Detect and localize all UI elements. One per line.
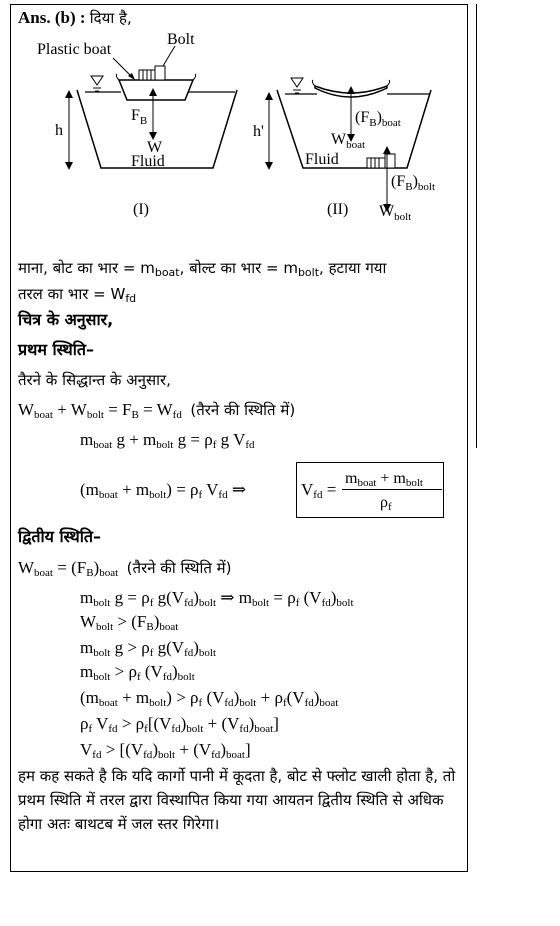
fb-label: $F_B$ (131, 107, 148, 127)
equation-s7: $\rho_f$ $V_{fd} > \rho_f[(V_{fd})_{bolt} + (V_{fd})_{boat}]$ (80, 714, 279, 735)
w-boat-label: $W_{boat}$ (331, 131, 366, 151)
fb-bolt-label: $(F_B)_{bolt}$ (391, 173, 436, 193)
fluid-label-1: Fluid (131, 153, 165, 170)
box-numerator: $m_{boat} + m_{bolt}$ (345, 470, 423, 489)
floating-principle-text: तैरने के सिद्धान्त के अनुसार, (18, 371, 171, 389)
box-lhs: $V_{fd}$ = (301, 480, 337, 501)
page-divider (476, 4, 477, 448)
answer-heading (18, 8, 132, 28)
conclusion-paragraph: हम कह सकते है कि यदि कार्गो पानी में कूदता है, बोट से फ्लोट खाली होता है, तो प्रथम स्थिति में तरल द्वारा विस्थापित किया गया आयतन द्वितीय स्थिति से अधिक होगा अतः बाथटब में जल स्तर गिरेगा। (18, 767, 456, 833)
case-2-label: (II) (327, 201, 349, 218)
equation-s8: $V_{fd} > [(V_{fd})_{bolt} + (V_{fd})_{boat}]$ (80, 740, 251, 761)
height-h-prime-label: h' (253, 123, 264, 140)
given-label: दिया है, (89, 9, 132, 27)
equation-2: $m_{boat}$ $g + m_{bolt}$ $g = \rho_f$ g $V_{fd}$ (80, 430, 255, 451)
fraction-bar (342, 489, 442, 490)
equation-1: $W_{boat} + W_{bolt} = F_B = W_{fd}$ (तैरने की स्थिति में) (18, 400, 296, 421)
equation-s3: $W_{bolt} > (F_B)_{boat}$ (80, 612, 179, 633)
equation-s6: $(m_{boat} + m_{bolt}) > \rho_f$ $(V_{fd})_{bolt} + \rho_f(V_{fd})_{boat}$ (80, 688, 339, 709)
equation-s1: $W_{boat} = (F_B)_{boat}$ (तैरने की स्थिति में) (18, 558, 232, 579)
equation-s4: $m_{bolt}$ $g > \rho_f$ $g(V_{fd})_{bolt}$ (80, 638, 217, 659)
second-case-heading: द्वितीय स्थिति– (18, 527, 101, 546)
boat-bolt-diagram (15, 30, 455, 230)
tank-1 (37, 31, 237, 218)
case-1-label: (I) (133, 201, 149, 218)
fb-boat-label: $(F_B)_{boat}$ (355, 109, 401, 129)
plastic-boat-label: Plastic boat (37, 41, 112, 58)
section-according-to-figure: चित्र के अनुसार, (18, 310, 114, 329)
first-case-heading: प्रथम स्थिति– (18, 340, 95, 359)
w-label: W (147, 139, 163, 156)
answer-label: Ans. (b) : (18, 8, 86, 27)
equation-3: $(m_{boat} + m_{bolt}) = \rho_f$ $V_{fd}$ ⇒ (80, 480, 247, 501)
equation-s2: $m_{bolt}$ $g = \rho_f$ $g(V_{fd})_{bolt}$ ⇒ $m_{bolt} = \rho_f$ $(V_{fd})_{bolt}$ (80, 588, 354, 609)
fluid-label-2: Fluid (305, 151, 339, 168)
height-h-label: h (55, 122, 63, 139)
intro-line-1: माना, बोट का भार = $m_{boat}$, बोल्ट का भार = $m_{bolt}$, हटाया गया (18, 259, 387, 279)
tank-2 (253, 78, 435, 223)
equation-s5: $m_{bolt} > \rho_f$ $(V_{fd})_{bolt}$ (80, 662, 195, 683)
box-denominator: $\rho_f$ (380, 494, 392, 513)
bolt-label: Bolt (167, 31, 195, 48)
intro-line-2: तरल का भार = $W_{fd}$ (18, 285, 137, 305)
w-bolt-label: $W_{bolt}$ (379, 203, 412, 223)
